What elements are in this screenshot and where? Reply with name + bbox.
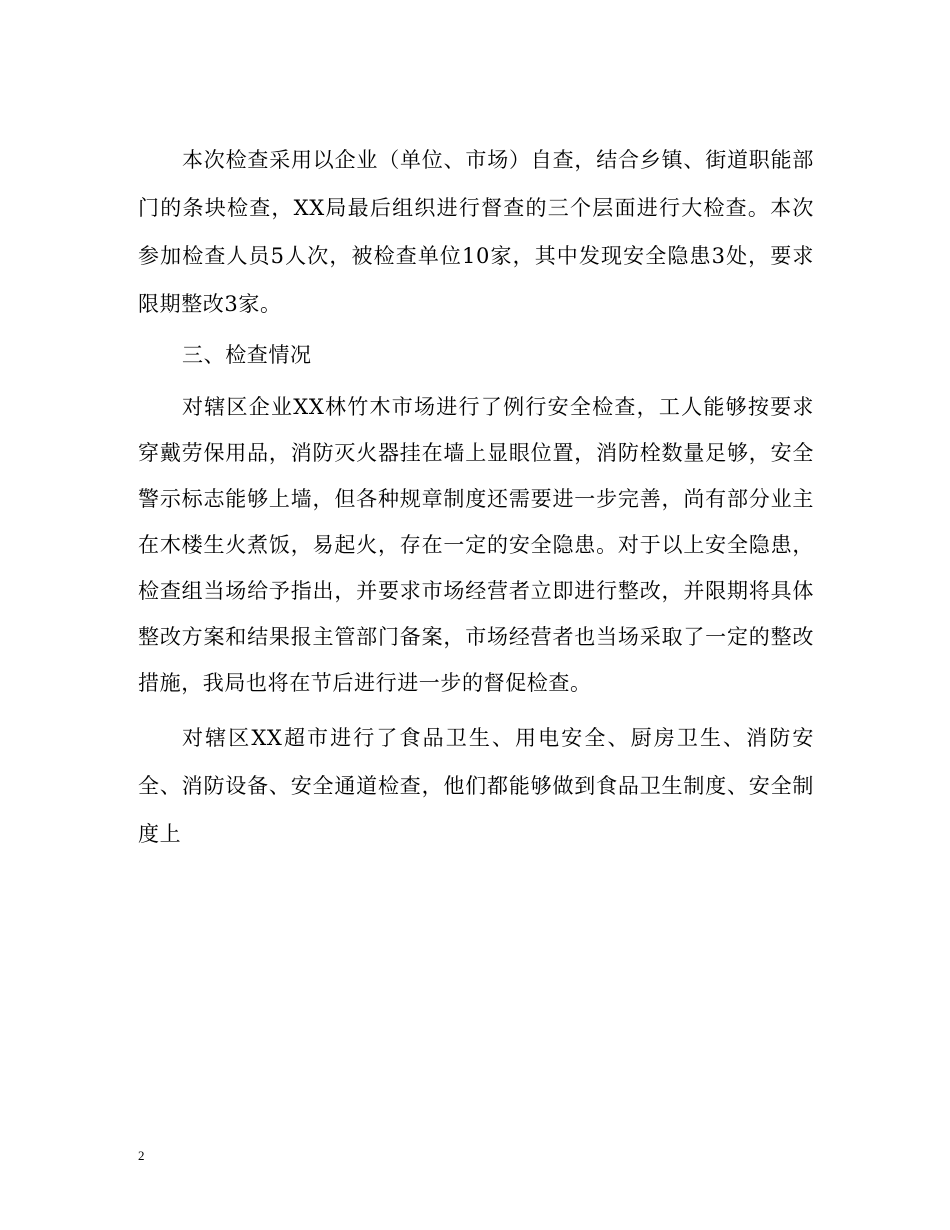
paragraph-supermarket: 对辖区XX超市进行了食品卫生、用电安全、厨房卫生、消防安全、消防设备、安全通道检查，他们都能够做到食品卫生制度、安全制度上 xyxy=(138,726,814,846)
document-body xyxy=(138,136,814,858)
page-number: 2 xyxy=(138,1148,145,1163)
paragraph-timber-market: 对辖区企业XX林竹木市场进行了例行安全检查，工人能够按要求穿戴劳保用品，消防灭火器挂在墙上显眼位置，消防栓数量足够，安全警示标志能够上墙，但各种规章制度还需要进一步完善，尚有部分业主在木楼生火煮饭，易起火，存在一定的安全隐患。对于以上安全隐患，检查组当场给予指出，并要求市场经营者立即进行整改，并限期将具体整改方案和结果报主管部门备案，市场经营者也当场采取了一定的整改措施，我局也将在节后进行进一步的督促检查。 xyxy=(138,395,814,695)
section-heading-inspection-status: 三、检查情况 xyxy=(182,343,312,367)
paragraph-inspection-method: 本次检查采用以企业（单位、市场）自查，结合乡镇、街道职能部门的条块检查，XX局最后组织进行督查的三个层面进行大检查。本次参加检查人员5人次，被检查单位10家，其中发现安全隐患3处，要求限期整改3家。 xyxy=(138,148,814,316)
